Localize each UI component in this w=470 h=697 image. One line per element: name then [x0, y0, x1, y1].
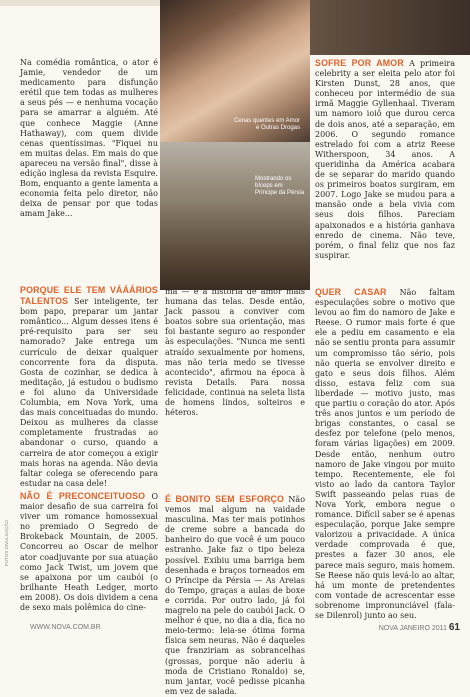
body-column-two: ma — e a história de amor mais humana das telas. Desde então, Jack passou a conviver com boatos sobre sua orientação, mas foi bastante seguro ao responder às especulações. "Nunca me senti atraído sexualmente por homens, mas não teria medo se tivesse acontecido", afirmou na época à revista Details. Para nossa felicidade, continua na seleta lista de homens lindos, solteiros e héteros.	[165, 287, 305, 418]
section-sofre-por-amor	[315, 58, 455, 261]
body-quer-casar: Não faltam especulações sobre o motivo que levou ao fim do namoro de Jake e Reese. O rumor mais forte é que ele a pediu em casamento e ela não se sentiu pronta para assumir um compromisso tão sério, pois não queria se envolver direito e gato e seus dois filhos. Além disso, estava feliz com sua liberdade — motivo justo, mas que partiu o coração do ator. Após três anos juntos e um período de brigas constantes, o casal se desfez por telefone (pelo menos, foram várias ligações) em 2009. Desde então, nenhum outro namoro de Jake vingou por muito tempo. Recentemente, ele foi visto ao lado da cantora Taylor Swift passeando pelas ruas de Nova York, embora negue o romance. Difícil saber se é apenas especulação, porque Jake sempre valorizou a privacidade. A única verdade comprovada é que, prestes a fazer 30 anos, ele parece mais seguro, mais homem. Se Reese não quis levá-lo ao altar, há um monte de pretendentes com vontade de acrescentar esse sobrenome impronunciável (fala-se Dilenrol) junto ao seu.	[315, 288, 455, 620]
section-quer-casar	[315, 287, 455, 621]
intro-paragraph	[20, 58, 158, 220]
heading-bonito: É BONITO SEM ESFORÇO	[165, 494, 285, 504]
heading-sofre-por-amor: SOFRE POR AMOR	[315, 58, 404, 68]
section-bonito	[165, 494, 305, 697]
body-preconceituoso: O maior desafio de sua carreira foi viver um romance homossexual no premiado O Segredo de Brokeback Mountain, de 2005. Concorreu ao Oscar de melhor ator coadjuvante por sua atuação como Jack Twist, um jovem que se apaixona por um caubói (o brilhante Heath Ledger, morto em 2008). Os dois dividem a cena de sexo mais polêmica do cine-	[20, 492, 158, 613]
column-two-text	[165, 287, 305, 418]
heading-quer-casar: QUER CASAR	[315, 287, 387, 297]
body-talentos: Ser inteligente, ter bom papo, preparar um jantar romântico... Algum desses itens é pré-requisito para ser seu namorado? Jake entrega um currículo de deixar qualquer concorrente fora da disputa. Gosta de cozinhar, se dedica à meditação, já estudou o budismo e foi aluno da Universidade Columbia, em Nova York, uma das mais conceituadas do mundo. Deixou as mulheres da classe completamente frustradas ao abandonar o curso, quando a carreira de ator começou a exigir mais horas na agenda. Não devia faltar colega se oferecendo para estudar na casa dele!	[20, 297, 158, 488]
photo-caption-2: Mostrando os bíceps em Príncipe da Pérsia	[255, 176, 305, 196]
intro-text: Na comédia romântica, o ator é Jamie, vendedor de um medicamento para disfunção erétil que tem todas as mulheres a seus pés — e nenhuma vocação para se amarrar a alguém. Até que conhece Maggie (Anne Hathaway), com quem divide cenas quentíssimas. "Fiquei nu em muitas delas. Em mais do que apareceu na versão final", disse à edição inglesa da revista Esquire. Bom, enquanto a gente lamenta a economia feita pelo diretor, não deixa de pensar por que todas amam Jake...	[20, 58, 158, 219]
body-sofre-por-amor: A primeira celebrity a ser eleita pelo ator foi Kirsten Dunst, 28 anos, que conheceu por intermédio de sua irmã Maggie Gyllenhaal. Tiveram um namoro ioiô que durou cerca de dois anos, até a separação, em 2006. O segundo romance estrelado foi com a atriz Reese Witherspoon, 34 anos. A queridinha da América acabara de se separar do marido quando os primeiros boatos surgiram, em 2007. Logo Jake se mudou para a mansão onde a bela vivia com seus dois filhos. Pareciam apaixonados e a história ganhava enredo de cinema. Não teve, porém, o final feliz que nos faz suspirar.	[315, 59, 456, 260]
heading-preconceituoso: NÃO É PRECONCEITUOSO	[20, 491, 146, 501]
section-talentos	[20, 285, 158, 489]
footer-issue	[379, 622, 460, 633]
heading-talentos: PORQUE ELE TEM VÁÁÁRIOS TALENTOS	[20, 285, 158, 307]
photo-caption-1: Cenas quentes em Amor e Outras Drogas	[233, 118, 300, 131]
page-number: 61	[448, 622, 460, 633]
footer-issue-label: NOVA JANEIRO 2011	[378, 625, 447, 632]
footer-website: WWW.NOVA.COM.BR	[30, 624, 101, 631]
body-bonito: Não vemos mal algum na vaidade masculina. Mas ter mais potinhos de creme sobre a bancada do banheiro do que você é um pouco estranho. Jake faz o tipo beleza possível. Exibiu uma barriga bem desenhada e braços torneados em O Príncipe da Pérsia — As Areias do Tempo, graças a aulas de boxe e corrida. Por outro lado, já foi magrelo na pele do caubói Jack. O melhor é que, no dia a dia, fica no meio-termo: leia-se ótima forma física sem neuras. Não é daqueles que franziriam as sobrancelhas (grossas, porque não aderiu à moda de Cristiano Ronaldo) se, num jantar, você pedisse picanha em vez de salada.	[165, 495, 306, 696]
photo-credit: FOTOS DIVULGAÇÃO	[4, 520, 9, 567]
section-preconceituoso	[20, 491, 158, 613]
photo-prince-of-persia	[160, 142, 310, 290]
